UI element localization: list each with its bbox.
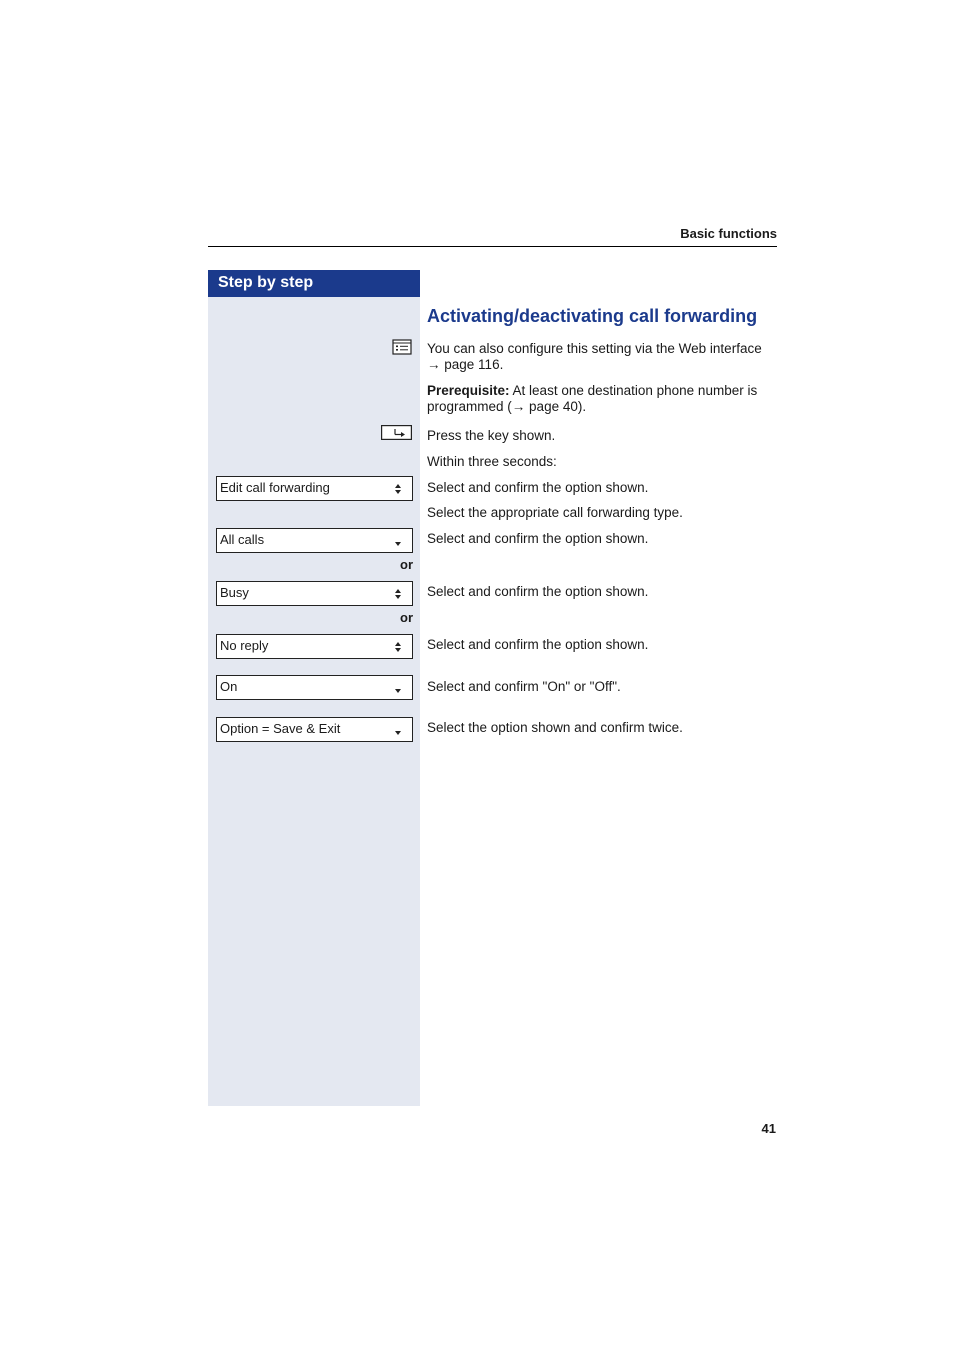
all-calls-option[interactable]: All calls — [216, 528, 413, 553]
select-busy-text: Select and confirm the option shown. — [427, 584, 649, 599]
or-label: or — [400, 610, 413, 625]
page-ref-40[interactable]: page 40). — [529, 399, 587, 414]
within-three-text: Within three seconds: — [427, 454, 557, 469]
page-ref-116[interactable]: page 116. — [444, 357, 504, 372]
down-arrow-icon — [394, 535, 402, 547]
select-noreply-text: Select and confirm the option shown. — [427, 637, 649, 652]
prerequisite: Prerequisite: At least one destination phone number is programmed (→ page 40). — [427, 383, 758, 414]
select-save-text: Select the option shown and confirm twice. — [427, 720, 683, 735]
arrow-icon: → — [511, 399, 526, 414]
down-arrow-icon — [394, 724, 402, 736]
arrow-icon: → — [427, 357, 441, 372]
web-interface-icon — [392, 339, 412, 355]
section-title: Basic functions — [680, 226, 777, 241]
select-edit-text: Select and confirm the option shown. — [427, 480, 649, 495]
press-key-text: Press the key shown. — [427, 428, 556, 443]
up-down-arrows-icon — [394, 588, 402, 600]
select-type-text: Select the appropriate call forwarding type. — [427, 505, 683, 520]
or-label: or — [400, 557, 413, 572]
busy-option[interactable]: Busy — [216, 581, 413, 606]
save-exit-option[interactable]: Option = Save & Exit — [216, 717, 413, 742]
web-note: You can also configure this setting via the Web interface → page 116. — [427, 341, 762, 372]
down-arrow-icon — [394, 682, 402, 694]
edit-call-forwarding-option[interactable]: Edit call forwarding — [216, 476, 413, 501]
up-down-arrows-icon — [394, 641, 402, 653]
page-number: 41 — [761, 1121, 776, 1136]
forwarding-key-icon — [381, 425, 412, 440]
select-all-text: Select and confirm the option shown. — [427, 531, 649, 546]
prereq-label: Prerequisite: — [427, 383, 510, 398]
header-rule — [208, 246, 777, 247]
sidebar-title: Step by step — [208, 270, 420, 297]
page-heading: Activating/deactivating call forwarding — [427, 306, 758, 326]
on-option[interactable]: On — [216, 675, 413, 700]
no-reply-option[interactable]: No reply — [216, 634, 413, 659]
select-on-text: Select and confirm "On" or "Off". — [427, 679, 621, 694]
up-down-arrows-icon — [394, 483, 402, 495]
